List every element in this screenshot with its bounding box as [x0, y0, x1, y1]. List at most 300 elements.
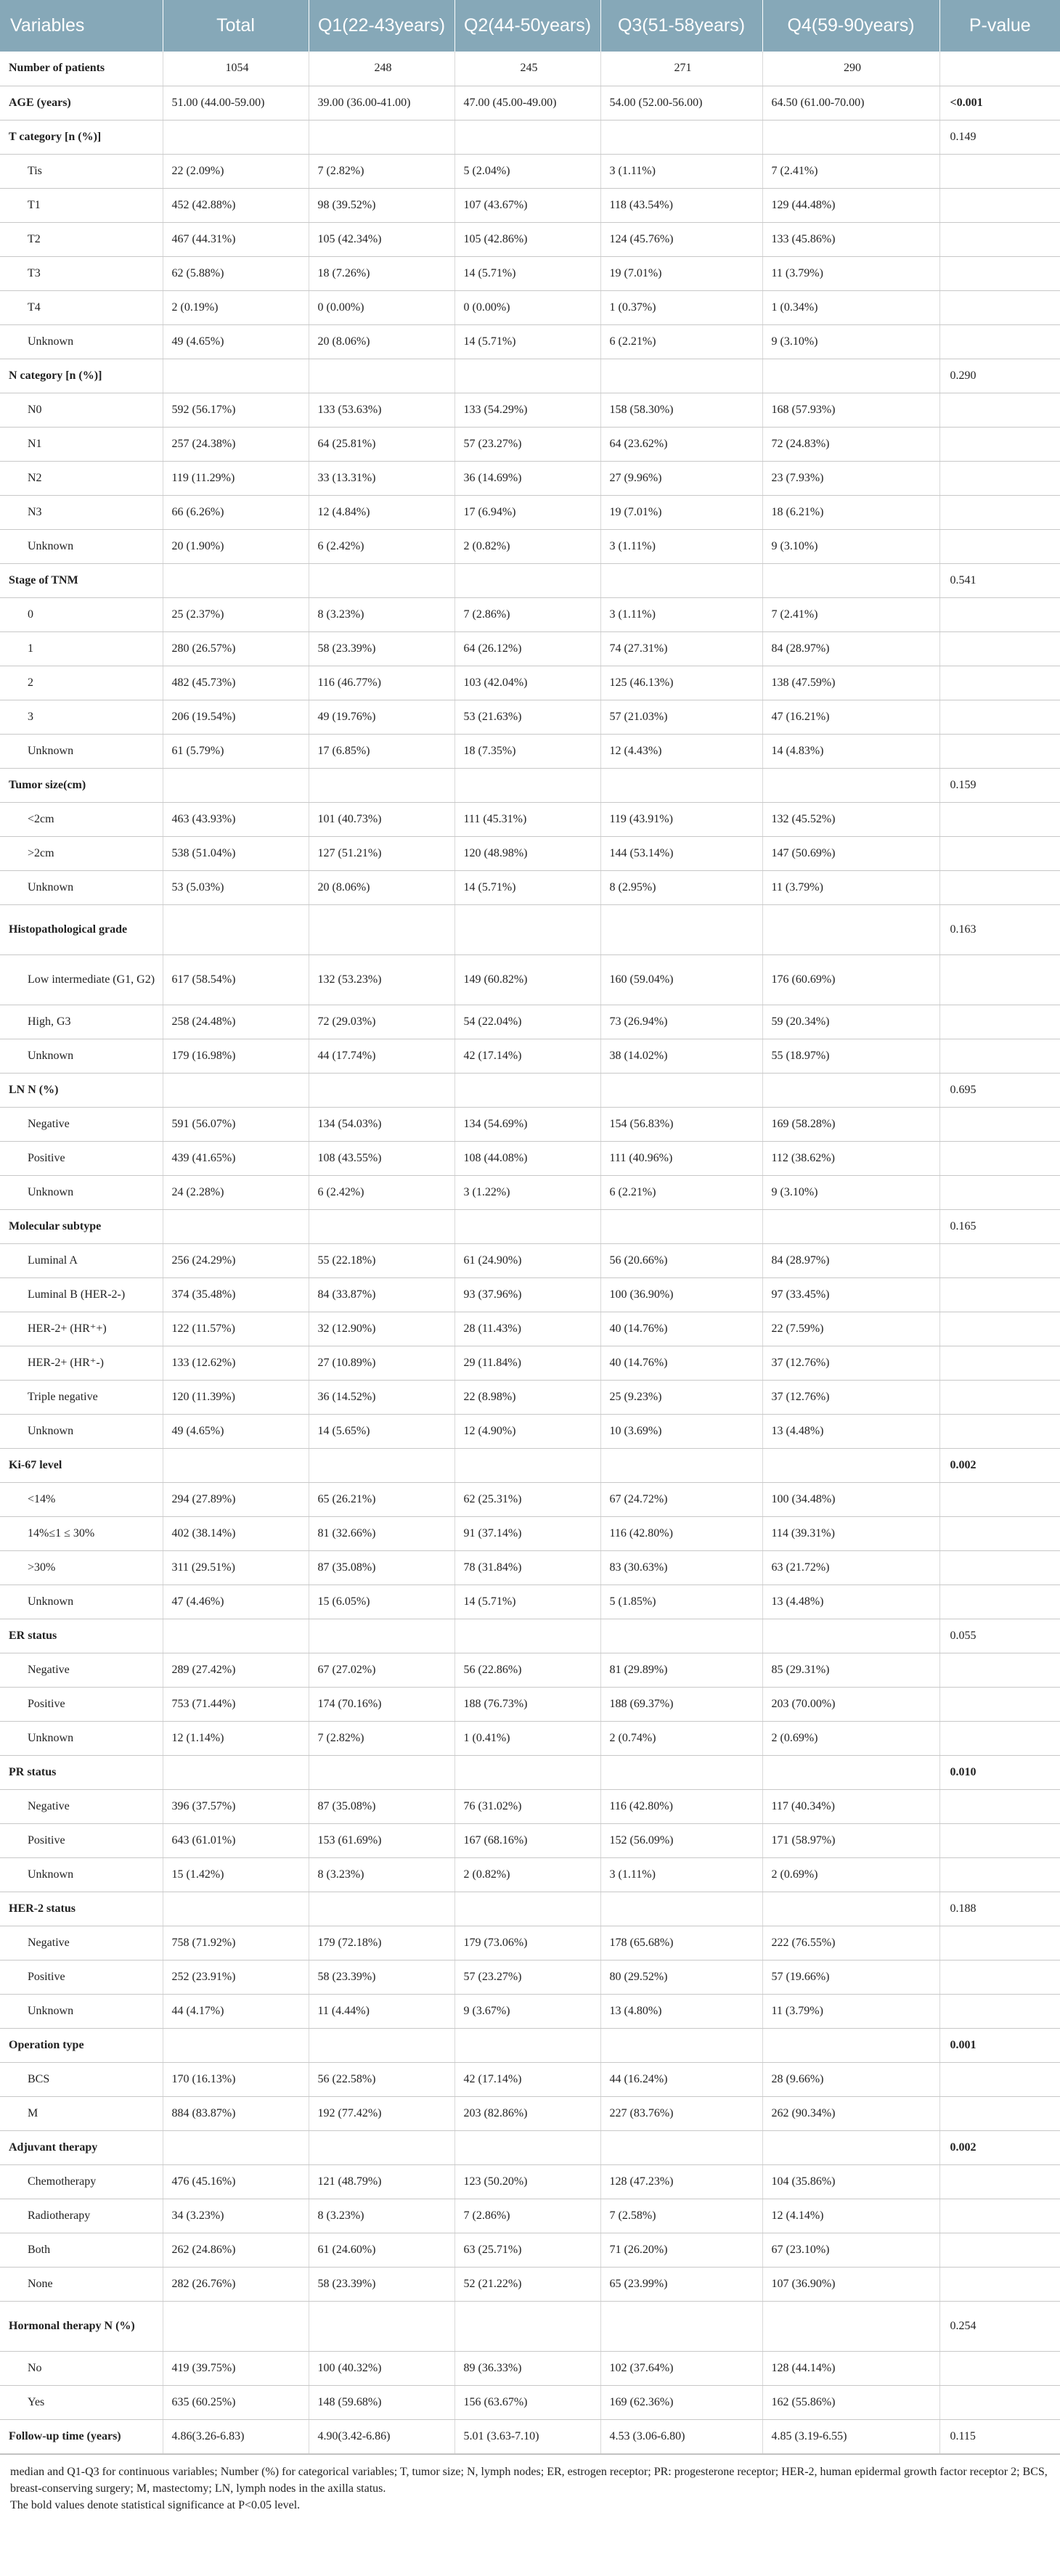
row-value-total: 439 (41.65%): [163, 1141, 309, 1175]
row-value-q3: 12 (4.43%): [600, 734, 762, 768]
row-value-q1: 108 (43.55%): [309, 1141, 454, 1175]
header-q4: Q4(59-90years): [762, 0, 939, 52]
row-value-q4: 97 (33.45%): [762, 1277, 939, 1312]
row-value-q3: 73 (26.94%): [600, 1005, 762, 1039]
row-value-q1: 8 (3.23%): [309, 1857, 454, 1892]
row-p-value: 0.541: [939, 563, 1060, 597]
row-value-q3: 116 (42.80%): [600, 1516, 762, 1550]
row-value-total: 20 (1.90%): [163, 529, 309, 563]
row-label: 2: [0, 666, 163, 700]
row-value-total: 538 (51.04%): [163, 836, 309, 870]
section-row: [0, 359, 1060, 393]
row-value-total: [163, 563, 309, 597]
row-label: N1: [0, 427, 163, 461]
row-value-total: 34 (3.23%): [163, 2199, 309, 2233]
row-p-value: [939, 427, 1060, 461]
row-p-value: [939, 393, 1060, 427]
row-value-q1: 27 (10.89%): [309, 1346, 454, 1380]
row-value-q1: [309, 1755, 454, 1789]
row-value-q1: 87 (35.08%): [309, 1550, 454, 1585]
row-label: T4: [0, 290, 163, 324]
row-p-value: [939, 222, 1060, 256]
row-value-q2: 14 (5.71%): [454, 324, 600, 359]
row-label: Operation type: [0, 2028, 163, 2062]
row-value-q2: 3 (1.22%): [454, 1175, 600, 1209]
row-label: Low intermediate (G1, G2): [0, 954, 163, 1005]
row-value-total: 262 (24.86%): [163, 2233, 309, 2267]
row-label: Negative: [0, 1653, 163, 1687]
row-value-total: 61 (5.79%): [163, 734, 309, 768]
row-value-q4: 1 (0.34%): [762, 290, 939, 324]
row-p-value: [939, 1960, 1060, 1994]
table-row: [0, 1175, 1060, 1209]
row-p-value: [939, 2164, 1060, 2199]
row-value-q4: 104 (35.86%): [762, 2164, 939, 2199]
row-label: N2: [0, 461, 163, 495]
row-value-q1: [309, 1073, 454, 1107]
row-value-q1: [309, 2130, 454, 2164]
row-value-q3: 3 (1.11%): [600, 154, 762, 188]
row-value-q3: [600, 1892, 762, 1926]
header-q3: Q3(51-58years): [600, 0, 762, 52]
row-label: Unknown: [0, 1039, 163, 1073]
section-row: [0, 120, 1060, 154]
row-value-q1: 7 (2.82%): [309, 1721, 454, 1755]
row-value-q3: [600, 563, 762, 597]
row-value-q1: 65 (26.21%): [309, 1482, 454, 1516]
row-p-value: [939, 1312, 1060, 1346]
table-row: [0, 461, 1060, 495]
row-value-q1: 153 (61.69%): [309, 1823, 454, 1857]
row-p-value: [939, 52, 1060, 86]
row-value-q1: 100 (40.32%): [309, 2351, 454, 2385]
row-value-q3: 67 (24.72%): [600, 1482, 762, 1516]
row-label: Adjuvant therapy: [0, 2130, 163, 2164]
table-row: [0, 666, 1060, 700]
row-label: Unknown: [0, 1857, 163, 1892]
row-label: Tumor size(cm): [0, 768, 163, 802]
row-value-q3: 71 (26.20%): [600, 2233, 762, 2267]
row-value-q1: 121 (48.79%): [309, 2164, 454, 2199]
row-p-value: [939, 1687, 1060, 1721]
row-p-value: [939, 870, 1060, 904]
row-value-q3: 57 (21.03%): [600, 700, 762, 734]
row-p-value: [939, 1585, 1060, 1619]
row-label: LN N (%): [0, 1073, 163, 1107]
row-value-total: 294 (27.89%): [163, 1482, 309, 1516]
row-value-total: 22 (2.09%): [163, 154, 309, 188]
row-p-value: [939, 1243, 1060, 1277]
row-value-q3: [600, 1619, 762, 1653]
row-value-q4: 13 (4.48%): [762, 1585, 939, 1619]
row-value-total: 753 (71.44%): [163, 1687, 309, 1721]
row-value-q2: 7 (2.86%): [454, 2199, 600, 2233]
table-row: [0, 954, 1060, 1005]
row-p-value: [939, 1039, 1060, 1073]
table-row: [0, 256, 1060, 290]
row-label: Unknown: [0, 1721, 163, 1755]
row-value-q1: 49 (19.76%): [309, 700, 454, 734]
section-row: [0, 2301, 1060, 2351]
table-row: [0, 1141, 1060, 1175]
row-value-q4: [762, 1892, 939, 1926]
row-value-q4: 100 (34.48%): [762, 1482, 939, 1516]
row-value-q2: 120 (48.98%): [454, 836, 600, 870]
row-value-total: 120 (11.39%): [163, 1380, 309, 1414]
row-label: Ki-67 level: [0, 1448, 163, 1482]
row-p-value: 0.149: [939, 120, 1060, 154]
table-header: [0, 0, 1060, 52]
row-value-q2: [454, 2130, 600, 2164]
row-value-q4: 114 (39.31%): [762, 1516, 939, 1550]
row-value-q3: 81 (29.89%): [600, 1653, 762, 1687]
row-label: Negative: [0, 1107, 163, 1141]
row-label: HER-2+ (HR⁺+): [0, 1312, 163, 1346]
row-value-total: 51.00 (44.00-59.00): [163, 86, 309, 120]
row-value-q4: 84 (28.97%): [762, 1243, 939, 1277]
row-value-q4: [762, 563, 939, 597]
row-value-q4: 132 (45.52%): [762, 802, 939, 836]
header-q2: Q2(44-50years): [454, 0, 600, 52]
row-value-q3: 40 (14.76%): [600, 1312, 762, 1346]
row-value-q3: 169 (62.36%): [600, 2385, 762, 2419]
row-value-q1: 105 (42.34%): [309, 222, 454, 256]
row-value-q1: 72 (29.03%): [309, 1005, 454, 1039]
row-value-q4: [762, 2130, 939, 2164]
table-row: [0, 154, 1060, 188]
row-value-total: 467 (44.31%): [163, 222, 309, 256]
row-value-q4: 67 (23.10%): [762, 2233, 939, 2267]
row-label: Negative: [0, 1926, 163, 1960]
row-value-total: 122 (11.57%): [163, 1312, 309, 1346]
row-p-value: [939, 2351, 1060, 2385]
row-value-total: 62 (5.88%): [163, 256, 309, 290]
row-value-q3: 8 (2.95%): [600, 870, 762, 904]
row-value-q4: 63 (21.72%): [762, 1550, 939, 1585]
section-row: [0, 1073, 1060, 1107]
table-row: [0, 2199, 1060, 2233]
row-label: Unknown: [0, 1175, 163, 1209]
row-value-total: 419 (39.75%): [163, 2351, 309, 2385]
row-p-value: [939, 2267, 1060, 2301]
row-value-q1: 179 (72.18%): [309, 1926, 454, 1960]
table-body: [0, 52, 1060, 2453]
row-value-total: 179 (16.98%): [163, 1039, 309, 1073]
row-value-q1: 17 (6.85%): [309, 734, 454, 768]
row-value-q1: 0 (0.00%): [309, 290, 454, 324]
table-row: [0, 2096, 1060, 2130]
row-value-q2: 17 (6.94%): [454, 495, 600, 529]
footnote-significance: The bold values denote statistical significance at P<0.05 level.: [10, 2498, 301, 2511]
table-row: [0, 802, 1060, 836]
row-value-q1: 81 (32.66%): [309, 1516, 454, 1550]
table-row: [0, 1789, 1060, 1823]
row-value-q1: 44 (17.74%): [309, 1039, 454, 1073]
row-label: N3: [0, 495, 163, 529]
row-value-q3: 40 (14.76%): [600, 1346, 762, 1380]
row-p-value: [939, 1789, 1060, 1823]
row-value-q2: 91 (37.14%): [454, 1516, 600, 1550]
row-value-q3: [600, 1209, 762, 1243]
row-value-q2: [454, 1619, 600, 1653]
footnote-abbreviations: median and Q1-Q3 for continuous variables; Number (%) for categorical variables; T, tumor size; N, lymph nodes; ER, estrogen receptor; PR: progesterone receptor; HER-2, human epidermal growth factor receptor 2; BCS, breast-conserving surgery; M, mastectomy; LN, lymph nodes in the axilla status.: [10, 2465, 1048, 2495]
row-value-q4: [762, 1755, 939, 1789]
table-row: [0, 1107, 1060, 1141]
row-label: Unknown: [0, 734, 163, 768]
row-value-q4: 28 (9.66%): [762, 2062, 939, 2096]
table-row: [0, 1721, 1060, 1755]
row-value-q2: [454, 1892, 600, 1926]
row-p-value: 0.002: [939, 1448, 1060, 1482]
row-label: T2: [0, 222, 163, 256]
row-value-q3: [600, 904, 762, 954]
row-value-total: 617 (58.54%): [163, 954, 309, 1005]
row-value-q3: [600, 2028, 762, 2062]
row-p-value: [939, 1823, 1060, 1857]
row-value-total: 311 (29.51%): [163, 1550, 309, 1585]
row-value-q3: [600, 2301, 762, 2351]
row-label: Number of patients: [0, 52, 163, 86]
row-value-q2: 107 (43.67%): [454, 188, 600, 222]
row-value-q1: [309, 904, 454, 954]
row-value-q4: 72 (24.83%): [762, 427, 939, 461]
row-p-value: [939, 1721, 1060, 1755]
row-value-total: 24 (2.28%): [163, 1175, 309, 1209]
row-value-q2: 134 (54.69%): [454, 1107, 600, 1141]
row-value-q3: 188 (69.37%): [600, 1687, 762, 1721]
row-value-q4: 18 (6.21%): [762, 495, 939, 529]
row-value-q2: 1 (0.41%): [454, 1721, 600, 1755]
row-value-q4: 9 (3.10%): [762, 529, 939, 563]
row-value-q2: [454, 359, 600, 393]
row-p-value: 0.165: [939, 1209, 1060, 1243]
row-label: High, G3: [0, 1005, 163, 1039]
row-label: T3: [0, 256, 163, 290]
row-value-q4: 37 (12.76%): [762, 1380, 939, 1414]
row-p-value: [939, 1414, 1060, 1448]
row-label: T1: [0, 188, 163, 222]
row-p-value: [939, 1107, 1060, 1141]
row-value-q4: 11 (3.79%): [762, 256, 939, 290]
row-value-q3: 271: [600, 52, 762, 86]
row-value-q2: 53 (21.63%): [454, 700, 600, 734]
row-label: 14%≤1 ≤ 30%: [0, 1516, 163, 1550]
row-value-q2: 93 (37.96%): [454, 1277, 600, 1312]
row-p-value: [939, 1653, 1060, 1687]
row-value-q4: [762, 768, 939, 802]
row-value-total: [163, 2301, 309, 2351]
section-row: [0, 2419, 1060, 2453]
row-value-q1: 84 (33.87%): [309, 1277, 454, 1312]
row-label: Tis: [0, 154, 163, 188]
row-value-q3: 27 (9.96%): [600, 461, 762, 495]
row-value-q4: 85 (29.31%): [762, 1653, 939, 1687]
row-label: Follow-up time (years): [0, 2419, 163, 2453]
row-p-value: 0.188: [939, 1892, 1060, 1926]
row-value-q2: 2 (0.82%): [454, 529, 600, 563]
table-row: [0, 2351, 1060, 2385]
row-p-value: [939, 1141, 1060, 1175]
row-value-q3: 19 (7.01%): [600, 495, 762, 529]
table-row: [0, 2267, 1060, 2301]
row-value-q1: 67 (27.02%): [309, 1653, 454, 1687]
row-value-q3: 10 (3.69%): [600, 1414, 762, 1448]
row-value-q1: 12 (4.84%): [309, 495, 454, 529]
row-value-q1: 8 (3.23%): [309, 597, 454, 631]
row-value-q2: 64 (26.12%): [454, 631, 600, 666]
row-value-q1: [309, 1209, 454, 1243]
row-value-q2: [454, 563, 600, 597]
row-p-value: [939, 2233, 1060, 2267]
row-value-q4: 37 (12.76%): [762, 1346, 939, 1380]
row-value-q4: 117 (40.34%): [762, 1789, 939, 1823]
row-value-q1: 64 (25.81%): [309, 427, 454, 461]
row-value-q2: 103 (42.04%): [454, 666, 600, 700]
row-label: Unknown: [0, 324, 163, 359]
row-value-q2: 0 (0.00%): [454, 290, 600, 324]
row-value-total: 463 (43.93%): [163, 802, 309, 836]
table-row: [0, 1687, 1060, 1721]
table-row: [0, 631, 1060, 666]
row-p-value: 0.010: [939, 1755, 1060, 1789]
row-value-q2: 18 (7.35%): [454, 734, 600, 768]
row-value-q4: [762, 359, 939, 393]
row-p-value: 0.254: [939, 2301, 1060, 2351]
row-value-q1: 192 (77.42%): [309, 2096, 454, 2130]
row-value-total: 452 (42.88%): [163, 188, 309, 222]
section-row: [0, 1755, 1060, 1789]
row-value-q3: [600, 1073, 762, 1107]
row-label: Molecular subtype: [0, 1209, 163, 1243]
table-row: [0, 1585, 1060, 1619]
row-value-q4: 4.85 (3.19-6.55): [762, 2419, 939, 2453]
section-row: [0, 86, 1060, 120]
row-value-q2: [454, 1209, 600, 1243]
row-label: <2cm: [0, 802, 163, 836]
row-value-q4: 57 (19.66%): [762, 1960, 939, 1994]
row-p-value: [939, 1380, 1060, 1414]
table-row: [0, 324, 1060, 359]
row-value-q2: 78 (31.84%): [454, 1550, 600, 1585]
table-row: [0, 2385, 1060, 2419]
row-p-value: [939, 154, 1060, 188]
row-value-q1: [309, 1448, 454, 1482]
row-value-total: 482 (45.73%): [163, 666, 309, 700]
row-value-q1: 36 (14.52%): [309, 1380, 454, 1414]
row-p-value: [939, 666, 1060, 700]
row-value-q3: 65 (23.99%): [600, 2267, 762, 2301]
row-value-q3: 56 (20.66%): [600, 1243, 762, 1277]
row-value-q2: 108 (44.08%): [454, 1141, 600, 1175]
table-row: [0, 1005, 1060, 1039]
row-label: Positive: [0, 1141, 163, 1175]
row-value-q1: 58 (23.39%): [309, 1960, 454, 1994]
table-row: [0, 393, 1060, 427]
row-value-q1: 148 (59.68%): [309, 2385, 454, 2419]
row-value-total: 119 (11.29%): [163, 461, 309, 495]
row-value-q3: 116 (42.80%): [600, 1789, 762, 1823]
header-q1: Q1(22-43years): [309, 0, 454, 52]
header-p-value: P-value: [939, 0, 1060, 52]
row-value-q2: [454, 904, 600, 954]
row-label: N category [n (%)]: [0, 359, 163, 393]
row-value-total: 402 (38.14%): [163, 1516, 309, 1550]
row-value-total: 49 (4.65%): [163, 1414, 309, 1448]
row-value-total: 47 (4.46%): [163, 1585, 309, 1619]
row-p-value: [939, 700, 1060, 734]
table-row: [0, 1039, 1060, 1073]
row-label: 1: [0, 631, 163, 666]
row-value-q3: 144 (53.14%): [600, 836, 762, 870]
table-row: [0, 1960, 1060, 1994]
row-value-q3: 118 (43.54%): [600, 188, 762, 222]
row-value-q4: 2 (0.69%): [762, 1857, 939, 1892]
row-value-q4: [762, 904, 939, 954]
row-value-total: 133 (12.62%): [163, 1346, 309, 1380]
row-value-q2: 188 (76.73%): [454, 1687, 600, 1721]
row-value-q1: 101 (40.73%): [309, 802, 454, 836]
row-value-q2: 12 (4.90%): [454, 1414, 600, 1448]
row-p-value: [939, 256, 1060, 290]
row-value-q4: 11 (3.79%): [762, 1994, 939, 2028]
row-value-q2: 245: [454, 52, 600, 86]
row-label: 0: [0, 597, 163, 631]
row-p-value: [939, 1516, 1060, 1550]
table-row: [0, 427, 1060, 461]
table-row: [0, 1414, 1060, 1448]
row-value-total: 256 (24.29%): [163, 1243, 309, 1277]
row-value-total: [163, 120, 309, 154]
table-row: [0, 1550, 1060, 1585]
row-value-total: 592 (56.17%): [163, 393, 309, 427]
row-p-value: [939, 188, 1060, 222]
row-value-q4: 129 (44.48%): [762, 188, 939, 222]
row-p-value: [939, 1994, 1060, 2028]
row-p-value: [939, 631, 1060, 666]
row-value-q2: 133 (54.29%): [454, 393, 600, 427]
row-label: ER status: [0, 1619, 163, 1653]
row-value-q3: 158 (58.30%): [600, 393, 762, 427]
row-value-q4: 7 (2.41%): [762, 154, 939, 188]
row-value-q1: 39.00 (36.00-41.00): [309, 86, 454, 120]
header-total: Total: [163, 0, 309, 52]
row-value-q2: 42 (17.14%): [454, 2062, 600, 2096]
row-value-q3: 80 (29.52%): [600, 1960, 762, 1994]
row-label: Positive: [0, 1823, 163, 1857]
row-value-q1: 116 (46.77%): [309, 666, 454, 700]
row-value-q2: 9 (3.67%): [454, 1994, 600, 2028]
table-row: [0, 1243, 1060, 1277]
section-row: [0, 904, 1060, 954]
row-label: HER-2+ (HR⁺-): [0, 1346, 163, 1380]
row-value-total: 591 (56.07%): [163, 1107, 309, 1141]
row-value-q2: 29 (11.84%): [454, 1346, 600, 1380]
row-label: Unknown: [0, 870, 163, 904]
row-value-q4: 107 (36.90%): [762, 2267, 939, 2301]
row-value-q1: 87 (35.08%): [309, 1789, 454, 1823]
row-p-value: [939, 461, 1060, 495]
row-label: M: [0, 2096, 163, 2130]
table-row: [0, 2062, 1060, 2096]
table-row: [0, 1926, 1060, 1960]
row-value-q3: 152 (56.09%): [600, 1823, 762, 1857]
table-row: [0, 1312, 1060, 1346]
row-value-total: [163, 1073, 309, 1107]
row-label: Positive: [0, 1960, 163, 1994]
row-value-q2: 76 (31.02%): [454, 1789, 600, 1823]
row-label: AGE (years): [0, 86, 163, 120]
row-value-total: 257 (24.38%): [163, 427, 309, 461]
